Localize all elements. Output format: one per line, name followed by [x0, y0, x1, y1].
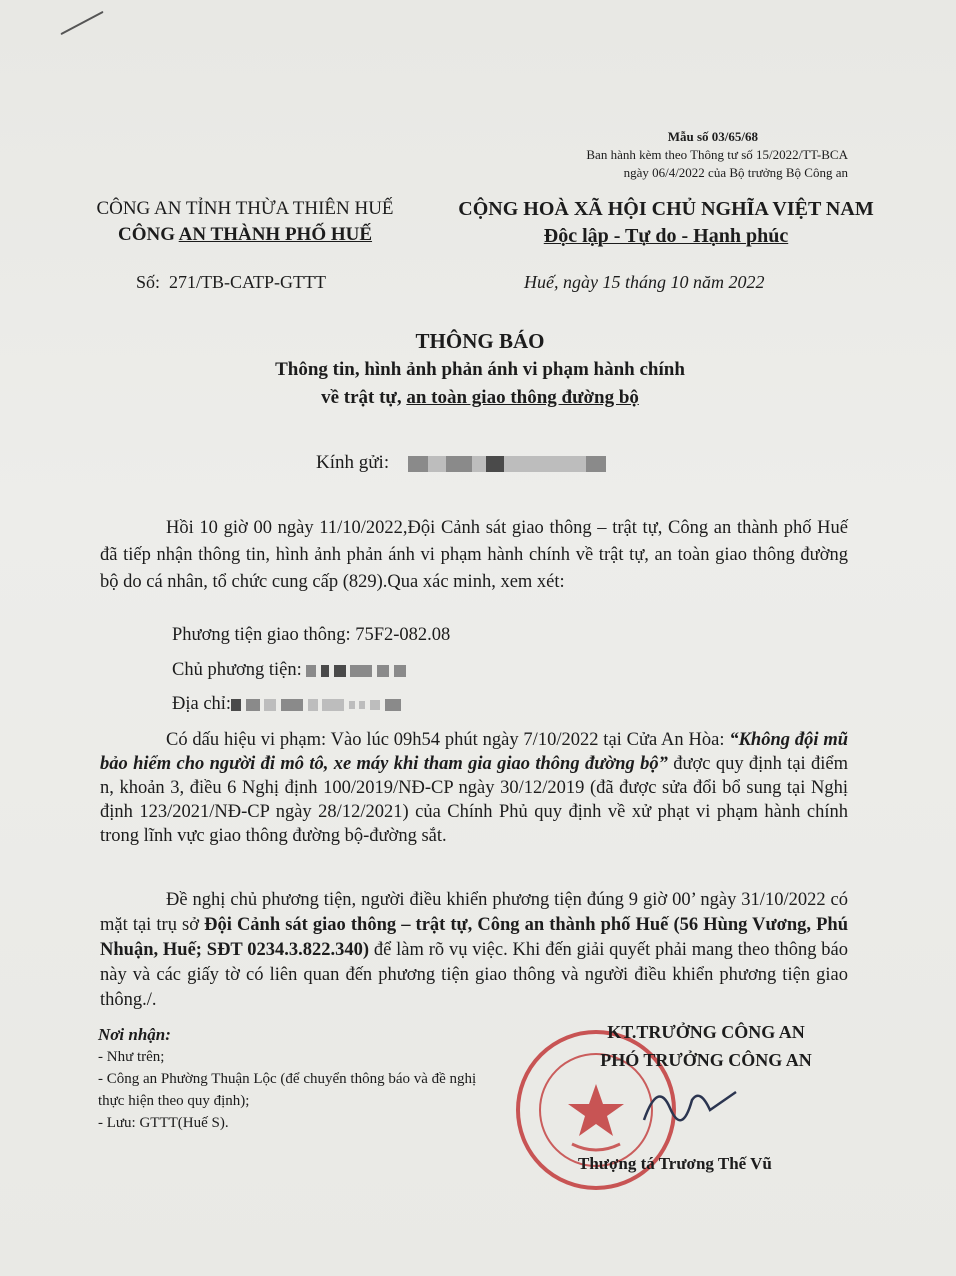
agency-parent: CÔNG AN TỈNH THỪA THIÊN HUẾ — [96, 198, 394, 219]
form-number-block — [586, 128, 848, 182]
document-subtitle-2b: an toàn giao thông đường bộ — [406, 387, 639, 408]
country-name: CỘNG HOÀ XÃ HỘI CHỦ NGHĨA VIỆT NAM — [458, 198, 874, 220]
paragraph-request: Đề nghị chủ phương tiện, người điều khiển phương tiện đúng 9 giờ 00’ ngày 31/10/2022 có mặt tại trụ sở Đội Cảnh sát giao thông – trật tự, Công an thành phố Huế (56 Hùng Vương, Phú Nhuận, Huế; SĐT 0234.3.822.340) để làm rõ vụ việc. Khi đến giải quyết phải mang theo thông báo này và các giấy tờ có liên quan đến phương tiện giao thông và người điều khiển phương tiện giao thông./. — [100, 890, 849, 1010]
document-date: Huế, ngày 15 tháng 10 năm 2022 — [524, 272, 765, 292]
document-subtitle-2a: về trật tự, — [321, 387, 407, 408]
signer-title: PHÓ TRƯỞNG CÔNG AN — [600, 1050, 812, 1070]
recipients-heading: Nơi nhận: — [98, 1025, 171, 1044]
agency-name-part1: CÔNG — [117, 224, 179, 245]
signer-authority: KT.TRƯỞNG CÔNG AN — [607, 1022, 805, 1042]
handwritten-signature — [640, 1070, 740, 1130]
violation-description: “Không đội mũ bảo hiểm cho người đi mô tô, xe máy khi tham gia giao thông đường bộ” — [100, 730, 849, 774]
paragraph-violation: Có dấu hiệu vi phạm: Vào lúc 09h54 phút ngày 7/10/2022 tại Cửa An Hòa: “Không đội mũ bảo hiểm cho người đi mô tô, xe máy khi tham gia giao thông đường bộ” được quy định tại điểm n, khoản 3, điều 6 Nghị định 100/2019/NĐ-CP ngày 30/12/2019 (đã được sửa đổi bổ sung tại Nghị định 123/2021/NĐ-CP ngày 28/12/2021) của Chính Phủ quy định về xử phạt vi phạm hành chính trong lĩnh vực giao thông đường bộ-đường sắt. — [100, 730, 849, 846]
recipient-line: Kính gửi: — [316, 452, 606, 474]
vehicle-line: Phương tiện giao thông: 75F2-082.08 — [172, 625, 451, 645]
document-title: THÔNG BÁO — [415, 329, 545, 353]
redacted-recipient — [408, 452, 606, 473]
pen-mark — [60, 11, 103, 35]
redacted-address — [231, 694, 401, 714]
form-number: Mẫu số 03/65/68 — [667, 129, 758, 144]
recipient-item: - Công an Phường Thuận Lộc (để chuyển thông báo và đề nghị thực hiện theo quy định); — [98, 1071, 477, 1109]
national-header — [444, 196, 888, 250]
address-line: Địa chỉ: — [172, 694, 401, 715]
recipient-item: - Như trên; — [98, 1049, 165, 1065]
recipient-item: - Lưu: GTTT(Huế S). — [98, 1115, 229, 1131]
issuing-agency — [78, 196, 412, 248]
redacted-owner — [306, 660, 405, 680]
office-address: Đội Cảnh sát giao thông – trật tự, Công an thành phố Huế (56 Hùng Vương, Phú Nhuận, Huế; SĐT 0234.3.822.340) — [100, 915, 849, 960]
document-number: Số: 271/TB-CATP-GTTT — [136, 272, 327, 292]
signature-block — [566, 1018, 846, 1074]
signer-name: Thượng tá Trương Thế Vũ — [578, 1154, 772, 1173]
agency-name-part2: AN THÀNH PHỐ HUẾ — [178, 224, 373, 245]
document-subtitle-1: Thông tin, hình ảnh phản ánh vi phạm hành chính — [275, 359, 685, 380]
document-title-block — [140, 326, 820, 412]
form-issued-with: Ban hành kèm theo Thông tư số 15/2022/TT-BCA — [586, 147, 848, 162]
owner-line: Chủ phương tiện: — [172, 660, 406, 681]
form-issued-date: ngày 06/4/2022 của Bộ trưởng Bộ Công an — [623, 165, 848, 180]
national-motto: Độc lập - Tự do - Hạnh phúc — [543, 225, 789, 247]
recipients-list — [98, 1024, 498, 1134]
paragraph-intro: Hồi 10 giờ 00 ngày 11/10/2022,Đội Cảnh sát giao thông – trật tự, Công an thành phố Huế đã tiếp nhận thông tin, hình ảnh phản ánh vi phạm hành chính về trật tự, an toàn giao thông đường bộ do cá nhân, tổ chức cung cấp (829).Qua xác minh, xem xét: — [100, 518, 848, 592]
